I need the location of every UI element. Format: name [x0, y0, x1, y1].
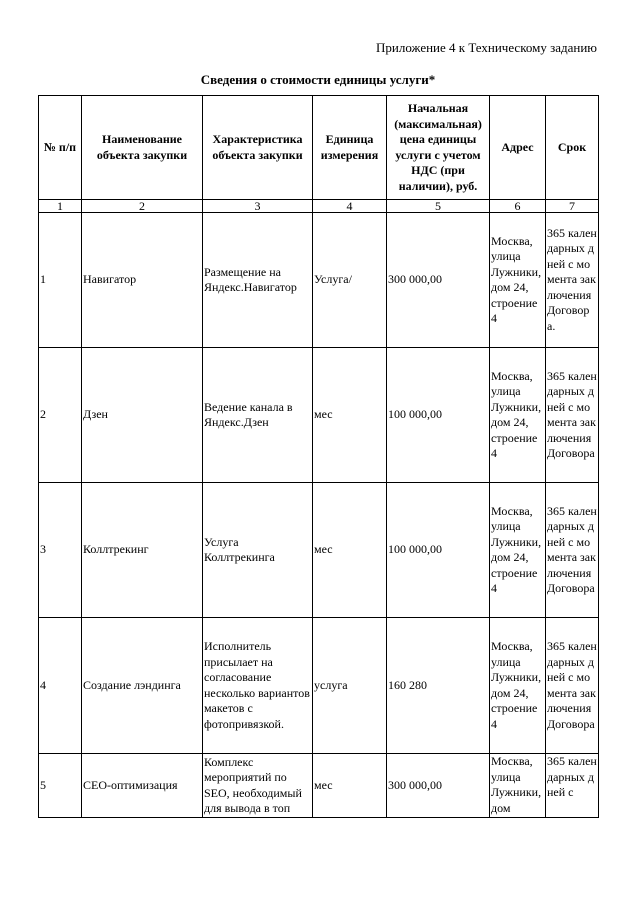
row-description: Исполнитель присылает на согласование несколько вариантов макетов с фотопривязкой. [203, 618, 313, 754]
row-price: 300 000,00 [387, 213, 490, 348]
row-unit: мес [313, 483, 387, 618]
column-number: 5 [387, 200, 490, 213]
row-address: Москва, улица Лужники, дом [490, 754, 546, 818]
row-term: 365 календарных дней с момента заключения Договора [546, 618, 599, 754]
column-number: 3 [203, 200, 313, 213]
row-price: 160 280 [387, 618, 490, 754]
row-name: Навигатор [82, 213, 203, 348]
column-number: 7 [546, 200, 599, 213]
table-row [39, 348, 599, 483]
row-number: 1 [39, 213, 82, 348]
table-row [39, 618, 599, 754]
row-term: 365 календарных дней с момента заключения Договора [546, 483, 599, 618]
row-name: СЕО-оптимизация [82, 754, 203, 818]
row-number: 4 [39, 618, 82, 754]
row-address: Москва, улица Лужники, дом 24, строение 4 [490, 213, 546, 348]
column-header-term: Срок [546, 96, 599, 200]
row-price: 100 000,00 [387, 348, 490, 483]
row-name: Коллтрекинг [82, 483, 203, 618]
row-description: Ведение канала в Яндекс.Дзен [203, 348, 313, 483]
row-unit: мес [313, 348, 387, 483]
column-number: 1 [39, 200, 82, 213]
column-number: 6 [490, 200, 546, 213]
column-numbers-row [39, 200, 599, 213]
row-number: 5 [39, 754, 82, 818]
appendix-label: Приложение 4 к Техническому заданию [376, 40, 597, 55]
row-term: 365 календарных дней с момента заключения Договора [546, 348, 599, 483]
row-description: Размещение на Яндекс.Навигатор [203, 213, 313, 348]
row-name: Создание лэндинга [82, 618, 203, 754]
column-header-price: Начальная (максимальная) цена единицы услуги с учетом НДС (при наличии), руб. [387, 96, 490, 200]
row-unit: Услуга/ [313, 213, 387, 348]
row-number: 2 [39, 348, 82, 483]
column-header-address: Адрес [490, 96, 546, 200]
row-number: 3 [39, 483, 82, 618]
column-header-number: № п/п [39, 96, 82, 200]
row-term: 365 календарных дней с [546, 754, 599, 818]
column-number: 2 [82, 200, 203, 213]
row-unit: услуга [313, 618, 387, 754]
document-title: Сведения о стоимости единицы услуги* [200, 72, 436, 87]
column-number: 4 [313, 200, 387, 213]
column-header-description: Характеристика объекта закупки [203, 96, 313, 200]
column-header-unit: Единица измерения [313, 96, 387, 200]
row-address: Москва, улица Лужники, дом 24, строение 4 [490, 483, 546, 618]
row-description: Комплекс мероприятий по SEO, необходимый для вывода в топ [203, 754, 313, 818]
row-description: Услуга Коллтрекинга [203, 483, 313, 618]
table-header-row [39, 96, 599, 200]
row-name: Дзен [82, 348, 203, 483]
cost-table [38, 95, 599, 818]
row-address: Москва, улица Лужники, дом 24, строение 4 [490, 348, 546, 483]
row-unit: мес [313, 754, 387, 818]
row-price: 300 000,00 [387, 754, 490, 818]
row-price: 100 000,00 [387, 483, 490, 618]
row-address: Москва, улица Лужники, дом 24, строение 4 [490, 618, 546, 754]
table-row [39, 754, 599, 818]
column-header-name: Наименование объекта закупки [82, 96, 203, 200]
row-term: 365 календарных дней с момента заключения Договора. [546, 213, 599, 348]
table-row [39, 483, 599, 618]
table-row [39, 213, 599, 348]
